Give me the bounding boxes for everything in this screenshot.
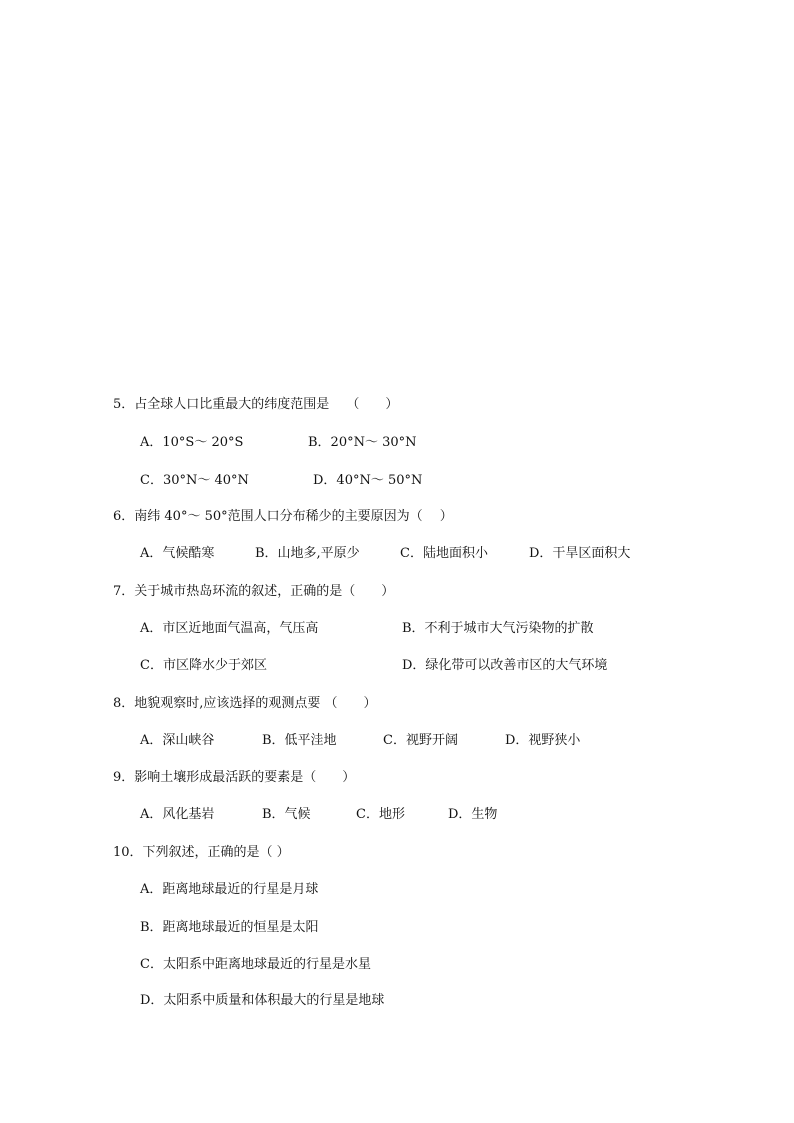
question-7-option-a: A．市区近地面气温高，气压高 <box>140 621 319 636</box>
question-8-option-b: B．低平洼地 <box>262 733 337 748</box>
question-8-option-a: A．深山峡谷 <box>140 733 215 748</box>
question-5-option-d: D．40°N～ 50°N <box>313 473 423 488</box>
question-10-option-d: D．太阳系中质量和体积最大的行星是地球 <box>140 993 385 1008</box>
question-9-option-a: A．风化基岩 <box>140 807 215 822</box>
question-7-option-d: D．绿化带可以改善市区的大气环境 <box>402 658 608 673</box>
question-5-option-a: A．10°S～ 20°S <box>140 435 244 450</box>
question-6-option-c: C．陆地面积小 <box>400 546 488 561</box>
question-6-stem: 6．南纬 40°～ 50°范围人口分布稀少的主要原因为（ ） <box>113 509 453 524</box>
question-10-stem: 10．下列叙述，正确的是（ ） <box>113 845 290 860</box>
question-5-option-c: C．30°N～ 40°N <box>140 473 249 488</box>
question-7-option-b: B．不利于城市大气污染物的扩散 <box>402 621 594 636</box>
question-5-stem: 5．占全球人口比重最大的纬度范围是 （ ） <box>113 397 399 412</box>
question-6-option-b: B．山地多,平原少 <box>255 546 360 561</box>
question-8-stem: 8．地貌观察时,应该选择的观测点要 （ ） <box>113 696 377 711</box>
question-7-stem: 7．关于城市热岛环流的叙述，正确的是（ ） <box>113 584 395 599</box>
question-7-option-c: C．市区降水少于郊区 <box>140 658 267 673</box>
question-9-option-b: B．气候 <box>262 807 311 822</box>
question-10-option-c: C．太阳系中距离地球最近的行星是水星 <box>140 957 371 972</box>
question-8-option-c: C．视野开阔 <box>383 733 458 748</box>
question-9-stem: 9．影响土壤形成最活跃的要素是（ ） <box>113 770 356 785</box>
question-8-option-d: D．视野狭小 <box>505 733 581 748</box>
question-6-option-a: A．气候酷寒 <box>140 546 215 561</box>
question-10-option-a: A．距离地球最近的行星是月球 <box>140 882 319 897</box>
question-9-option-c: C．地形 <box>356 807 405 822</box>
question-10-option-b: B．距离地球最近的恒星是太阳 <box>140 920 319 935</box>
question-9-option-d: D．生物 <box>448 807 498 822</box>
question-5-option-b: B．20°N～ 30°N <box>308 435 417 450</box>
question-6-option-d: D．干旱区面积大 <box>529 546 631 561</box>
